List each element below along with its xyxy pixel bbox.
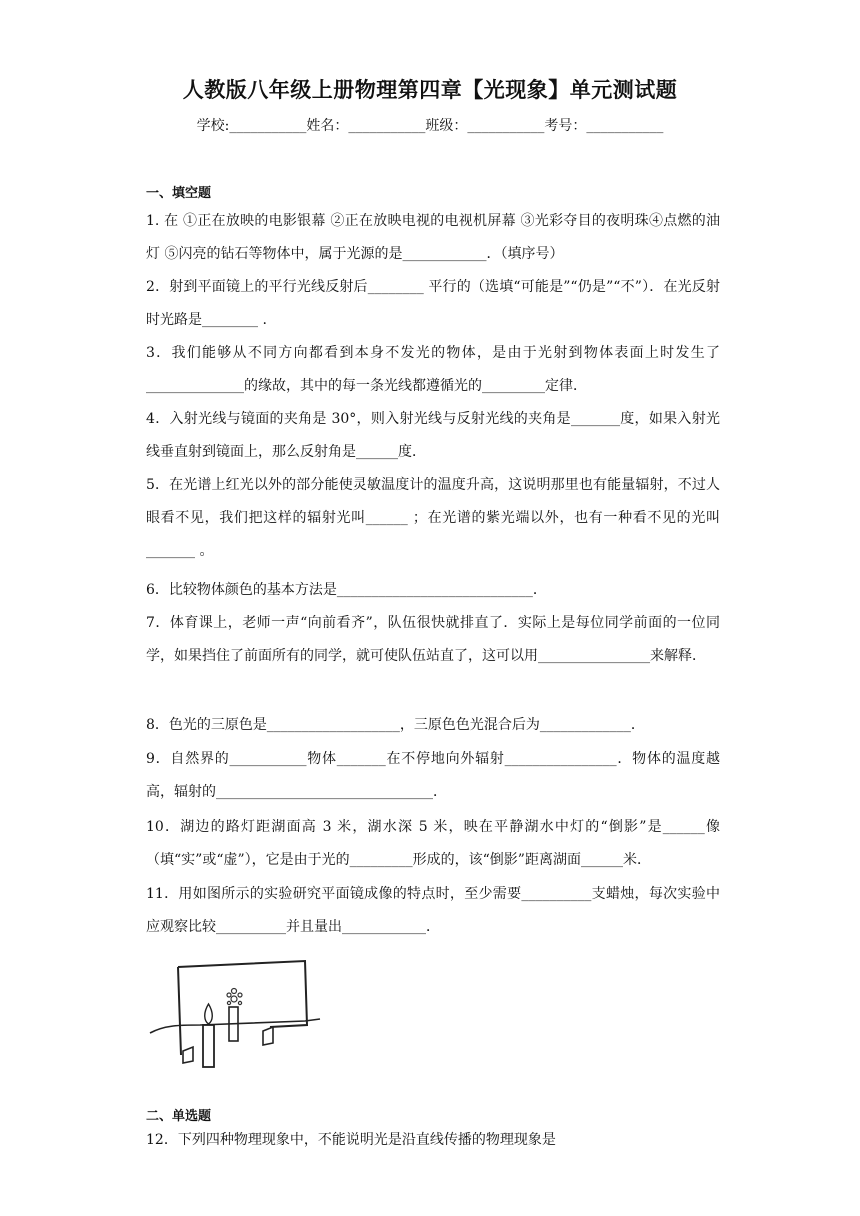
plane-mirror-experiment-figure [145,955,325,1080]
question-11: 11．用如图所示的实验研究平面镜成像的特点时，至少需要__________支蜡烛，每次实验中应观察比较__________并且量出____________． [146,886,720,935]
question-7: 7．体育课上，老师一声“向前看齐”，队伍很快就排直了．实际上是每位同学前面的一位同学，如果挡住了前面所有的同学，就可使队伍站直了，这可以用________________来解释． [146,615,720,664]
question-4: 4．入射光线与镜面的夹角是 30°，则入射光线与反射光线的夹角是_______度，如果入射光线垂直射到镜面上，那么反射角是______度． [146,411,720,460]
page-title: 人教版八年级上册物理第四章【光现象】单元测试题 [182,78,678,102]
section-heading-fill-in: 一、填空题 [146,186,212,201]
question-9: 9．自然界的___________物体_______在不停地向外辐射________________．物体的温度越高，辐射的_______________________________． [146,751,720,800]
question-5: 5．在光谱上红光以外的部分能使灵敏温度计的温度升高，这说明那里也有能量辐射，不过人眼看不见，我们把这样的辐射光叫______ ；在光谱的紫光端以外，也有一种看不见的光叫_______ 。 [146,477,720,559]
question-2: 2．射到平面镜上的平行光线反射后________ 平行的（选填“可能是”“仍是”“不”）．在光反射时光路是________ . [146,279,720,328]
student-info-line: 学校:___________姓名：___________班级：___________考号：___________ [196,118,664,134]
question-6: 6．比较物体颜色的基本方法是____________________________． [146,582,547,598]
question-3: 3．我们能够从不同方向都看到本身不发光的物体，是由于光射到物体表面上时发生了______________的缘故，其中的每一条光线都遵循光的_________定律． [146,345,720,394]
question-10: 10．湖边的路灯距湖面高 3 米，湖水深 5 米，映在平静湖水中灯的“倒影”是______像（填“实”或“虚”），它是由于光的_________形成的，该“倒影”距离湖面______米． [146,819,720,868]
question-1: 1. 在 ①正在放映的电影银幕 ②正在放映电视的电视机屏幕 ③光彩夺目的夜明珠④点燃的油灯 ⑤闪亮的钻石等物体中，属于光源的是____________．（填序号） [146,213,720,262]
question-12: 12．下列四种物理现象中，不能说明光是沿直线传播的物理现象是 [146,1132,556,1148]
question-8: 8．色光的三原色是___________________，三原色色光混合后为_____________． [146,717,645,733]
section-heading-single-choice: 二、单选题 [146,1109,212,1124]
